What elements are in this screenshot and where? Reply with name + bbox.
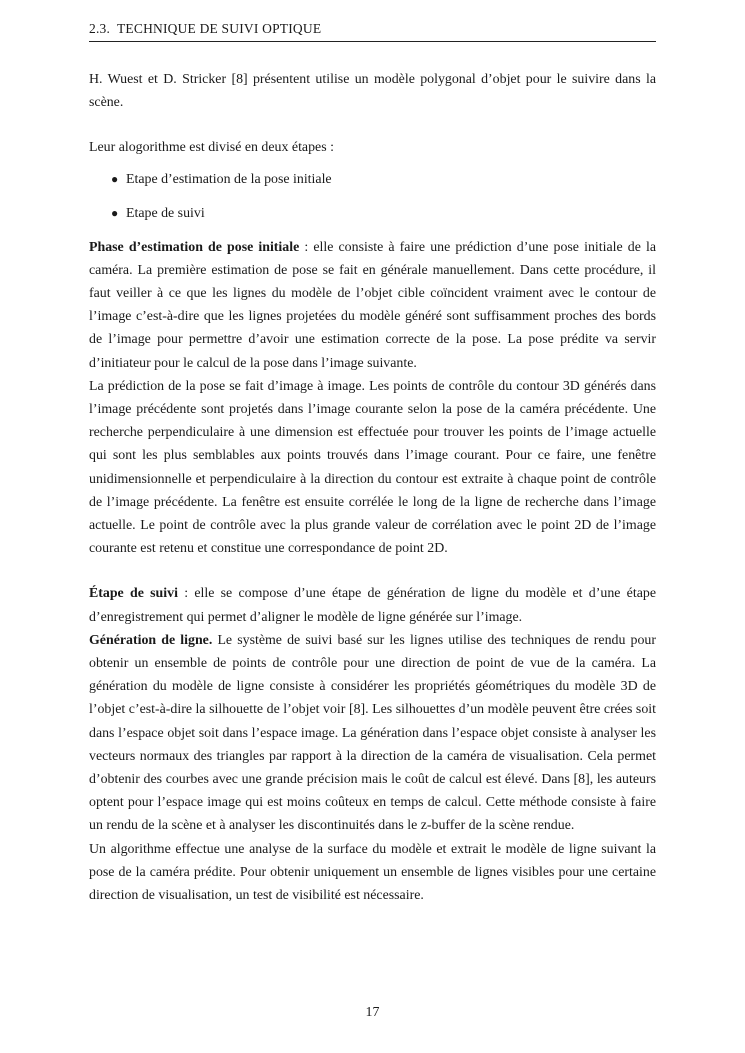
generation-heading: Génération de ligne.: [89, 632, 213, 648]
phase-estimation-heading: Phase d’estimation de pose initiale: [89, 239, 300, 255]
body-text: [89, 68, 656, 907]
phase-estimation-text: : elle consiste à faire une prédiction d’une pose initiale de la caméra. La première estimation de pose se fait en générale manuellement. Dans cette procédure, il faut veiller à ce que les lignes du modèle de l’objet cible coïncident vraiment avec le contour de l’image c’est-à-dire que les lignes projetées du modèle généré sont suffisamment proches des bords de l’image pour permettre d’avoir une estimation correcte de la pose. La pose prédite va servir d’initiateur pour le calcul de la pose dans l’image suivante.: [89, 239, 657, 371]
step-label: Etape de suivi: [126, 205, 205, 221]
document-page: [89, 0, 656, 1053]
list-item: [111, 202, 656, 225]
algorithm-intro-paragraph: Leur alogorithme est divisé en deux étapes :: [89, 140, 334, 156]
bullet-icon: ●: [111, 205, 119, 220]
suivi-heading: Étape de suivi: [89, 586, 178, 602]
header-section-number: 2.3.: [89, 21, 111, 36]
intro-paragraph: H. Wuest et D. Stricker [8] présentent utilise un modèle polygonal d’objet pour le suivire dans la scène.: [89, 72, 656, 111]
algorithm-paragraph: Un algorithme effectue une analyse de la surface du modèle et extrait le modèle de ligne suivant la pose de la caméra prédite. Pour obtenir uniquement un ensemble de lignes visibles pour une certaine direction de visualisation, un test de visibilité est nécessaire.: [89, 841, 656, 904]
bullet-icon: ●: [111, 171, 119, 186]
steps-list: [89, 168, 656, 225]
suivi-text: : elle se compose d’une étape de génération de ligne du modèle et d’une étape d’enregistrement qui permet d’aligner le modèle de ligne générée sur l’image.: [89, 586, 656, 625]
step-label: Etape d’estimation de la pose initiale: [126, 171, 332, 187]
suivi-paragraph: [89, 582, 656, 628]
page-number: 17: [365, 1005, 380, 1020]
generation-paragraph: [89, 629, 656, 838]
phase-estimation-paragraph: [89, 236, 656, 375]
running-header: [89, 21, 656, 42]
list-item: [111, 168, 656, 191]
prediction-paragraph: La prédiction de la pose se fait d’image à image. Les points de contrôle du contour 3D générés dans l’image précédente sont projetés dans l’image courante selon la pose de la caméra précédente. Une recherche perpendiculaire à une dimension est effectuée pour trouver les points de l’image actuelle qui sont les plus semblables aux points trouvés dans l’image courant. Pour ce faire, une fenêtre unidimensionnelle et perpendiculaire à la direction du contour est extraite à chaque point de contrôle de l’image précédente. La fenêtre est ensuite corrélée le long de la ligne de recherche dans l’image actuelle. Le point de contrôle avec la plus grande valeur de corrélation avec le point 2D de l’image courante est retenu et constitue une correspondance de point 2D.: [89, 378, 656, 557]
generation-text: Le système de suivi basé sur les lignes utilise des techniques de rendu pour obtenir un ensemble de points de contrôle pour une direction de point de vue de la caméra. La génération du modèle de ligne consiste à considérer les propriétés géométriques du modèle 3D de l’objet c’est-à-dire la silhouette de l’objet voir [8]. Les silhouettes d’un modèle peuvent être crées soit dans l’espace objet soit dans l’espace image. La génération dans l’espace objet consiste à analyser les vecteurs normaux des triangles par rapport à la direction de la caméra de visualisation. Cela permet d’obtenir des courbes avec une grande précision mais le coût de calcul est élevé. Dans [8], les auteurs optent pour l’espace image qui est moins coûteux en temps de calcul. Cette méthode consiste à faire un rendu de la scène et à analyser les discontinuités dans le z-buffer de la scène rendue.: [89, 632, 656, 834]
header-section-title: TECHNIQUE DE SUIVI OPTIQUE: [116, 21, 322, 36]
